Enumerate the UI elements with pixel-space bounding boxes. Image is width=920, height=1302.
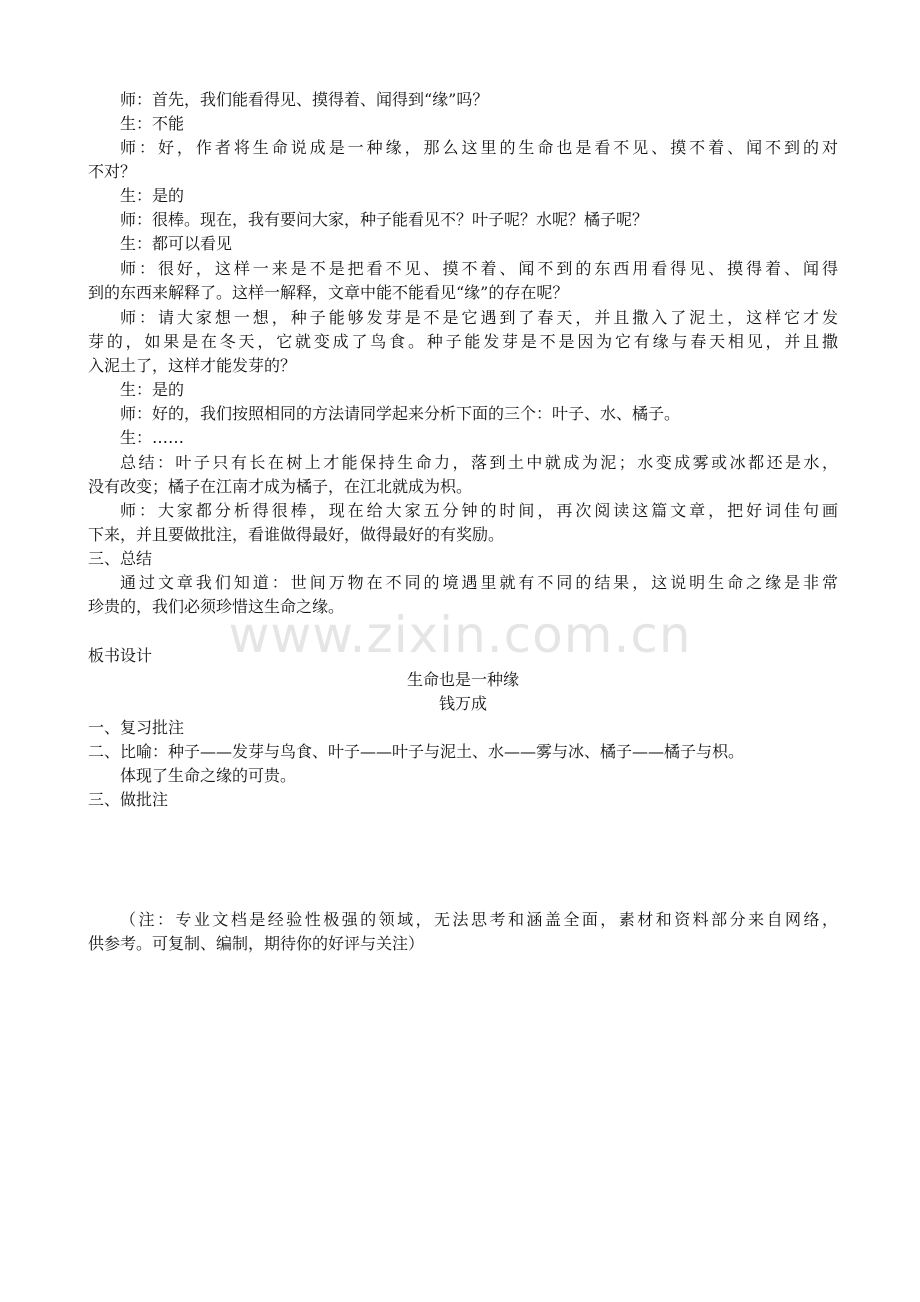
- paragraph-line: 师：好的，我们按照相同的方法请同学起来分析下面的三个：叶子、水、橘子。: [120, 404, 681, 423]
- paragraph-line: 生：不能: [120, 114, 185, 133]
- paragraph-line: 通过文章我们知道：世间万物在不同的境遇里就有不同的结果，这说明生命之缘是非常: [120, 573, 838, 592]
- paragraph-line: 师：很好，这样一来是不是把看不见、摸不着、闻不到的东西用看得见、摸得着、闻得: [120, 259, 838, 278]
- section-heading: 三、总结: [88, 549, 153, 568]
- paragraph-line: 师：请大家想一想，种子能够发芽是不是它遇到了春天，并且撒入了泥土，这样它才发: [120, 308, 838, 327]
- board-author: 钱万成: [438, 694, 487, 713]
- paragraph-line: 生：是的: [120, 380, 185, 399]
- outline-item: 二、比喻：种子——发芽与鸟食、叶子——叶子与泥土、水——雾与冰、橘子——橘子与枳。: [88, 742, 745, 761]
- paragraph-line: 下来，并且要做批注，看谁做得最好，做得最好的有奖励。: [88, 525, 505, 544]
- note-line: 供参考。可复制、编制，期待你的好评与关注）: [88, 934, 425, 953]
- watermark: www.zixin.com.cn: [228, 606, 692, 664]
- paragraph-line: 师：大家都分析得很棒，现在给大家五分钟的时间，再次阅读这篇文章，把好词佳句画: [120, 501, 838, 520]
- paragraph-line: 师：首先，我们能看得见、摸得着、闻得到“缘”吗？: [120, 90, 489, 109]
- paragraph-line: 生：是的: [120, 186, 185, 205]
- paragraph-line: 师：好，作者将生命说成是一种缘，那么这里的生命也是看不见、摸不着、闻不到的对: [120, 138, 838, 157]
- note-line: （注：专业文档是经验性极强的领域，无法思考和涵盖全面，素材和资料部分来自网络，: [120, 910, 838, 929]
- outline-item: 一、复习批注: [88, 718, 185, 737]
- paragraph-line: 师：很棒。现在，我有要问大家，种子能看见不？叶子呢？水呢？橘子呢？: [120, 210, 649, 229]
- paragraph-line: 入泥土了，这样才能发芽的？: [88, 356, 297, 375]
- paragraph-line: 芽的，如果是在冬天，它就变成了鸟食。种子能发芽是不是因为它有缘与春天相见，并且撒: [88, 332, 838, 351]
- paragraph-line: 生：……: [120, 428, 185, 447]
- section-heading: 板书设计: [88, 646, 153, 665]
- paragraph-line: 没有改变；橘子在江南才成为橘子，在江北就成为枳。: [88, 477, 473, 496]
- outline-item: 三、做批注: [88, 790, 169, 809]
- board-title: 生命也是一种缘: [406, 670, 519, 689]
- paragraph-line: 不对？: [88, 162, 137, 181]
- paragraph-line: 到的东西来解释了。这样一解释，文章中能不能看见“缘”的存在呢？: [88, 283, 569, 302]
- paragraph-line: 珍贵的，我们必须珍惜这生命之缘。: [88, 597, 345, 616]
- paragraph-line: 生：都可以看见: [120, 234, 233, 253]
- outline-item-continued: 体现了生命之缘的可贵。: [120, 766, 297, 785]
- paragraph-line: 总结：叶子只有长在树上才能保持生命力，落到土中就成为泥；水变成雾或冰都还是水，: [120, 453, 838, 472]
